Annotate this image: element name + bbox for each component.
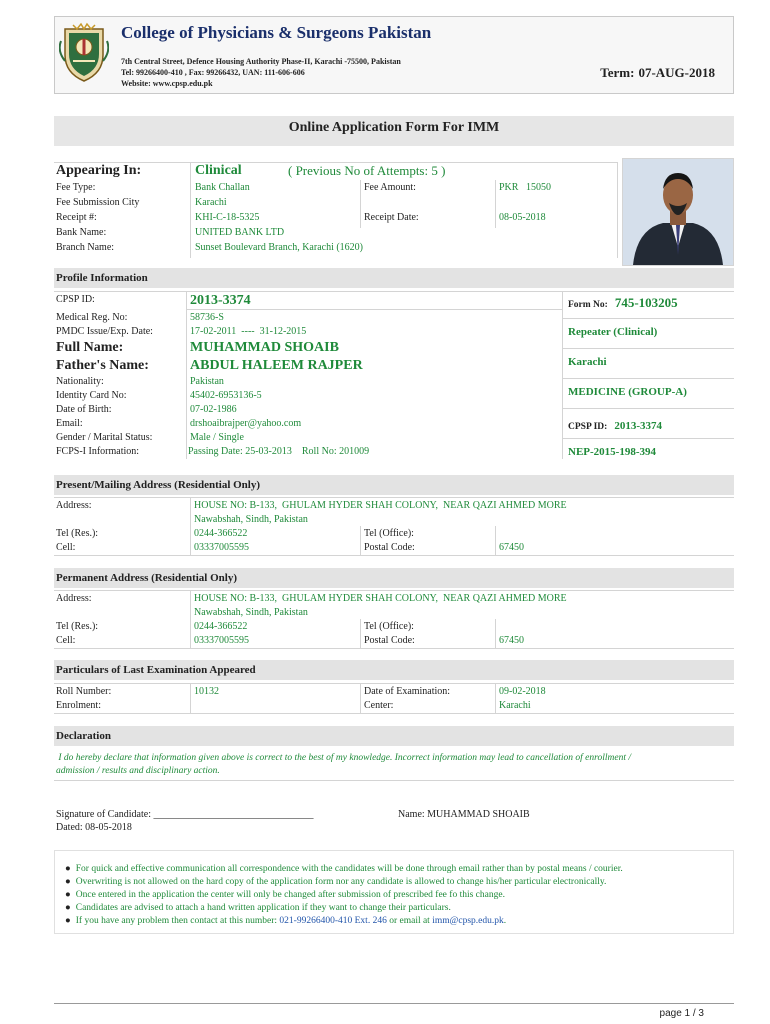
- mailing-postal: 67450: [499, 542, 524, 553]
- page-number: page 1 / 3: [659, 1008, 704, 1019]
- college-name: College of Physicians & Surgeons Pakistan: [121, 23, 432, 42]
- nep-number: NEP-2015-198-394: [568, 446, 656, 458]
- dob-label: Date of Birth:: [56, 404, 112, 415]
- right-cpsp-id-label: CPSP ID:: [568, 422, 608, 432]
- signature-date: Dated: 08-05-2018: [56, 822, 132, 833]
- roll-number-label: Roll Number:: [56, 686, 112, 697]
- enrolment-label: Enrolment:: [56, 700, 101, 711]
- contact-email-link[interactable]: imm@cpsp.edu.pk: [432, 916, 504, 926]
- candidate-photo-image: [623, 159, 733, 265]
- identity-card: 45402-6953136-5: [190, 390, 262, 401]
- receipt-number: KHI-C-18-5325: [195, 212, 260, 223]
- full-name-label: Full Name:: [56, 340, 124, 355]
- form-no-value: 745-103205: [614, 295, 678, 310]
- exam-date-label: Date of Examination:: [364, 686, 451, 697]
- instruction-item: ● If you have any problem then contact at this number: 021-99266400-410 Ext. 246 or email at imm@cpsp.edu.pk.: [65, 916, 507, 926]
- footer-divider: [54, 1003, 734, 1004]
- pmdc-dates: 17-02-2011 ---- 31-12-2015: [190, 326, 307, 337]
- branch-label: Branch Name:: [56, 242, 115, 253]
- instructions-box: [54, 850, 734, 934]
- cpsp-id-label: CPSP ID:: [56, 294, 95, 305]
- term-label: Term:: [600, 65, 635, 80]
- form-no: [568, 294, 678, 312]
- specialty-group: MEDICINE (GROUP-A): [568, 386, 687, 398]
- receipt-date-label: Receipt Date:: [364, 212, 419, 223]
- mailing-address-line1: HOUSE NO: B-133, GHULAM HYDER SHAH COLONY, NEAR QAZI AHMED MORE: [194, 500, 567, 511]
- term: [596, 65, 715, 81]
- roll-number: 10132: [194, 686, 219, 697]
- contact-suffix: .: [503, 916, 507, 926]
- right-cpsp-id: [568, 416, 662, 434]
- permanent-postal-label: Postal Code:: [364, 635, 415, 646]
- permanent-cell: 03337005595: [194, 635, 249, 646]
- previous-attempts: ( Previous No of Attempts: 5 ): [288, 163, 446, 178]
- instructions-list: [65, 863, 623, 928]
- appearing-label: Appearing In:: [56, 163, 142, 178]
- contact-phone[interactable]: 021-99266400-410 Ext. 246: [279, 916, 387, 926]
- email: drshoaibrajper@yahoo.com: [190, 418, 302, 429]
- signature-name: Name: MUHAMMAD SHOAIB: [398, 809, 530, 820]
- receipt-date: 08-05-2018: [499, 212, 546, 223]
- college-contact: Tel: 99266400-410 , Fax: 99266432, UAN: 111-606-606: [121, 68, 305, 77]
- fcps-label: FCPS-I Information:: [56, 446, 140, 457]
- exam-date: 09-02-2018: [499, 686, 546, 697]
- permanent-postal: 67450: [499, 635, 524, 646]
- bank-label: Bank Name:: [56, 227, 107, 238]
- instruction-text: For quick and effective communication all correspondence with the candidates will be done through email rather than by postal means / courier.: [75, 864, 623, 874]
- gender-label: Gender / Marital Status:: [56, 432, 153, 443]
- permanent-cell-label: Cell:: [56, 635, 76, 646]
- college-address: 7th Central Street, Defence Housing Authority Phase-II, Karachi -75500, Pakistan: [121, 57, 401, 66]
- instruction-item: ● Overwriting is not allowed on the hard copy of the application form nor any candidate is allowed to change his/her particular electronically.: [65, 877, 607, 887]
- instruction-text: Candidates are advised to attach a hand written application if they want to change their particulars.: [75, 903, 451, 913]
- permanent-address-label: Address:: [56, 593, 92, 604]
- contact-prefix: If you have any problem then contact at this number:: [75, 916, 280, 926]
- medical-reg: 58736-S: [190, 312, 224, 323]
- exam-center: Karachi: [499, 700, 531, 711]
- fcps-info: Passing Date: 25-03-2013 Roll No: 201009: [188, 446, 370, 457]
- exam-center-label: Center:: [364, 700, 394, 711]
- instruction-item: ● For quick and effective communication all correspondence with the candidates will be done through email rather than by postal means / courier.: [65, 864, 623, 874]
- mailing-tel-office-label: Tel (Office):: [364, 528, 414, 539]
- branch-name: Sunset Boulevard Branch, Karachi (1620): [195, 242, 364, 253]
- appearing-value: Clinical: [195, 163, 242, 178]
- declaration-text: [56, 752, 732, 778]
- permanent-tel-res: 0244-366522: [194, 621, 248, 632]
- fee-amount: PKR 15050: [499, 182, 551, 193]
- profile-section-title: Profile Information: [54, 268, 734, 288]
- mailing-cell: 03337005595: [194, 542, 249, 553]
- fee-city-label: Fee Submission City: [56, 197, 140, 208]
- fee-amount-label: Fee Amount:: [364, 182, 416, 193]
- full-name: MUHAMMAD SHOAIB: [190, 340, 339, 355]
- right-cpsp-id-value: 2013-3374: [614, 420, 662, 432]
- email-label: Email:: [56, 418, 83, 429]
- mailing-section-title: Present/Mailing Address (Residential Only): [54, 475, 734, 495]
- cpsp-logo: [59, 21, 109, 85]
- bank-name: UNITED BANK LTD: [195, 227, 285, 238]
- pmdc-label: PMDC Issue/Exp. Date:: [56, 326, 153, 337]
- mailing-cell-label: Cell:: [56, 542, 76, 553]
- father-name-label: Father's Name:: [56, 358, 149, 373]
- candidate-photo: [622, 158, 734, 266]
- mailing-address-label: Address:: [56, 500, 92, 511]
- mailing-tel-res-label: Tel (Res.):: [56, 528, 99, 539]
- cpsp-id: 2013-3374: [190, 293, 251, 308]
- declaration-line1: I do hereby declare that information given above is correct to the best of my knowledge. Incorrect information may lead to cancellation of enrollment /: [56, 753, 631, 763]
- mailing-address-line2: Nawabshah, Sindh, Pakistan: [194, 514, 308, 525]
- center-city: Karachi: [568, 356, 607, 368]
- father-name: ABDUL HALEEM RAJPER: [190, 358, 363, 373]
- permanent-tel-res-label: Tel (Res.):: [56, 621, 99, 632]
- fee-city: Karachi: [195, 197, 227, 208]
- dob: 07-02-1986: [190, 404, 237, 415]
- exam-section-title: Particulars of Last Examination Appeared: [54, 660, 734, 680]
- mailing-postal-label: Postal Code:: [364, 542, 415, 553]
- fee-type: Bank Challan: [195, 182, 250, 193]
- permanent-address-line1: HOUSE NO: B-133, GHULAM HYDER SHAH COLONY, NEAR QAZI AHMED MORE: [194, 593, 567, 604]
- contact-mid: or email at: [386, 916, 433, 926]
- signature-line: Signature of Candidate: ________________________________: [56, 809, 314, 820]
- instruction-item: ● Candidates are advised to attach a hand written application if they want to change their particulars.: [65, 903, 451, 913]
- form-title: Online Application Form For IMM: [54, 116, 734, 146]
- term-value: 07-AUG-2018: [638, 65, 715, 80]
- header: [54, 16, 734, 94]
- permanent-address-line2: Nawabshah, Sindh, Pakistan: [194, 607, 308, 618]
- instruction-item: ● Once entered in the application the center will only be changed after submission of prescribed fee fo this change.: [65, 890, 505, 900]
- gender-marital: Male / Single: [190, 432, 244, 443]
- nationality: Pakistan: [190, 376, 224, 387]
- permanent-section-title: Permanent Address (Residential Only): [54, 568, 734, 588]
- mailing-tel-res: 0244-366522: [194, 528, 248, 539]
- declaration-line2: admission / results and disciplinary action.: [56, 766, 220, 776]
- college-website: Website: www.cpsp.edu.pk: [121, 79, 213, 88]
- form-no-label: Form No:: [568, 300, 608, 310]
- permanent-tel-office-label: Tel (Office):: [364, 621, 414, 632]
- identity-card-label: Identity Card No:: [56, 390, 127, 401]
- medical-reg-label: Medical Reg. No:: [56, 312, 128, 323]
- instruction-text: Overwriting is not allowed on the hard copy of the application form nor any candidate is allowed to change his/her particular electronically.: [75, 877, 607, 887]
- instruction-text: Once entered in the application the center will only be changed after submission of prescribed fee fo this change.: [75, 890, 505, 900]
- fee-type-label: Fee Type:: [56, 182, 96, 193]
- receipt-label: Receipt #:: [56, 212, 97, 223]
- nationality-label: Nationality:: [56, 376, 104, 387]
- repeater-status: Repeater (Clinical): [568, 326, 658, 338]
- declaration-section-title: Declaration: [54, 726, 734, 746]
